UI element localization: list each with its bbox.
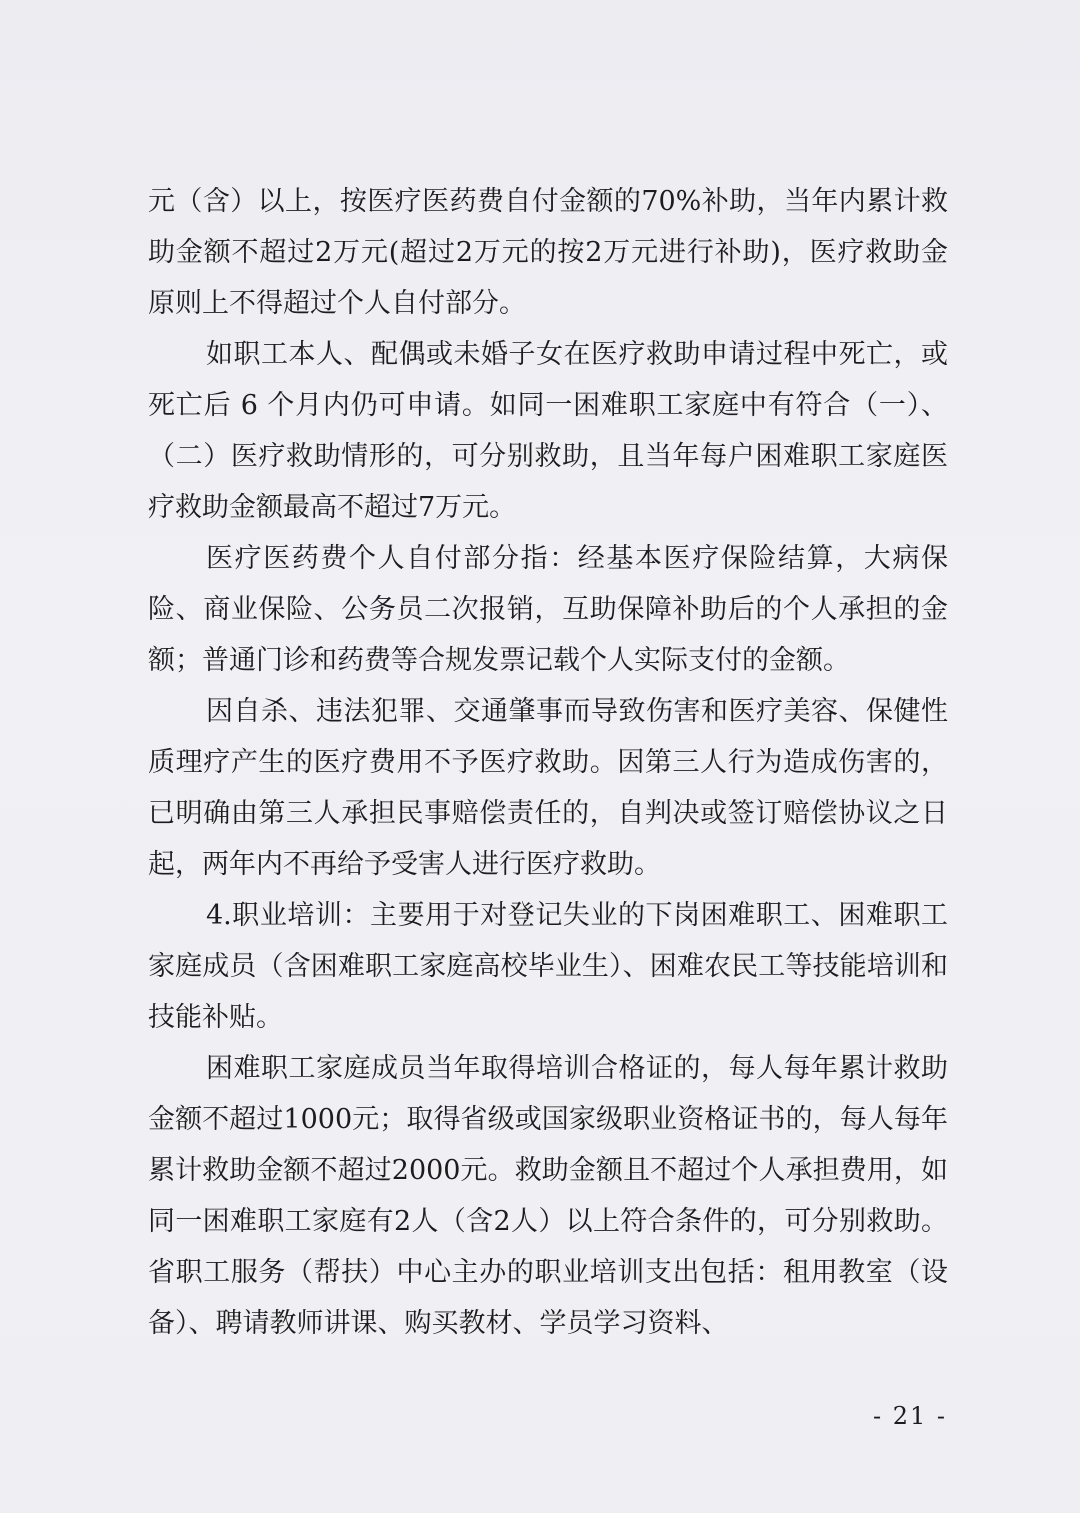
- paragraph-exclusions: 因自杀、违法犯罪、交通肇事而导致伤害和医疗美容、保健性质理疗产生的医疗费用不予医疗救助。因第三人行为造成伤害的，已明确由第三人承担民事赔偿责任的，自判决或签订赔偿协议之日起，两年内不再给予受害人进行医疗救助。: [148, 696, 948, 880]
- paragraph-vocational-training: 4.职业培训：主要用于对登记失业的下岗困难职工、困难职工家庭成员（含困难职工家庭高校毕业生）、困难农民工等技能培训和技能补贴。: [148, 900, 948, 1033]
- paragraph-continuation: 元（含）以上，按医疗医药费自付金额的70%补助，当年内累计救助金额不超过2万元(超过2万元的按2万元进行补助)，医疗救助金原则上不得超过个人自付部分。: [148, 186, 948, 319]
- paragraph-training-subsidy: 困难职工家庭成员当年取得培训合格证的，每人每年累计救助金额不超过1000元；取得省级或国家级职业资格证书的，每人每年累计救助金额不超过2000元。救助金额且不超过个人承担费用，如同一困难职工家庭有2人（含2人）以上符合条件的，可分别救助。省职工服务（帮扶）中心主办的职业培训支出包括：租用教室（设备）、聘请教师讲课、购买教材、学员学习资料、: [148, 1053, 948, 1339]
- body-text: [148, 176, 948, 1349]
- paragraph-self-paid-definition: 医疗医药费个人自付部分指：经基本医疗保险结算，大病保险、商业保险、公务员二次报销，互助保障补助后的个人承担的金额；普通门诊和药费等合规发票记载个人实际支付的金额。: [148, 543, 948, 676]
- paragraph-death-application: 如职工本人、配偶或未婚子女在医疗救助申请过程中死亡，或死亡后 6 个月内仍可申请。如同一困难职工家庭中有符合（一）、（二）医疗救助情形的，可分别救助，且当年每户困难职工家庭医疗救助金额最高不超过7万元。: [148, 339, 948, 523]
- page-number: - 21 -: [872, 1402, 947, 1430]
